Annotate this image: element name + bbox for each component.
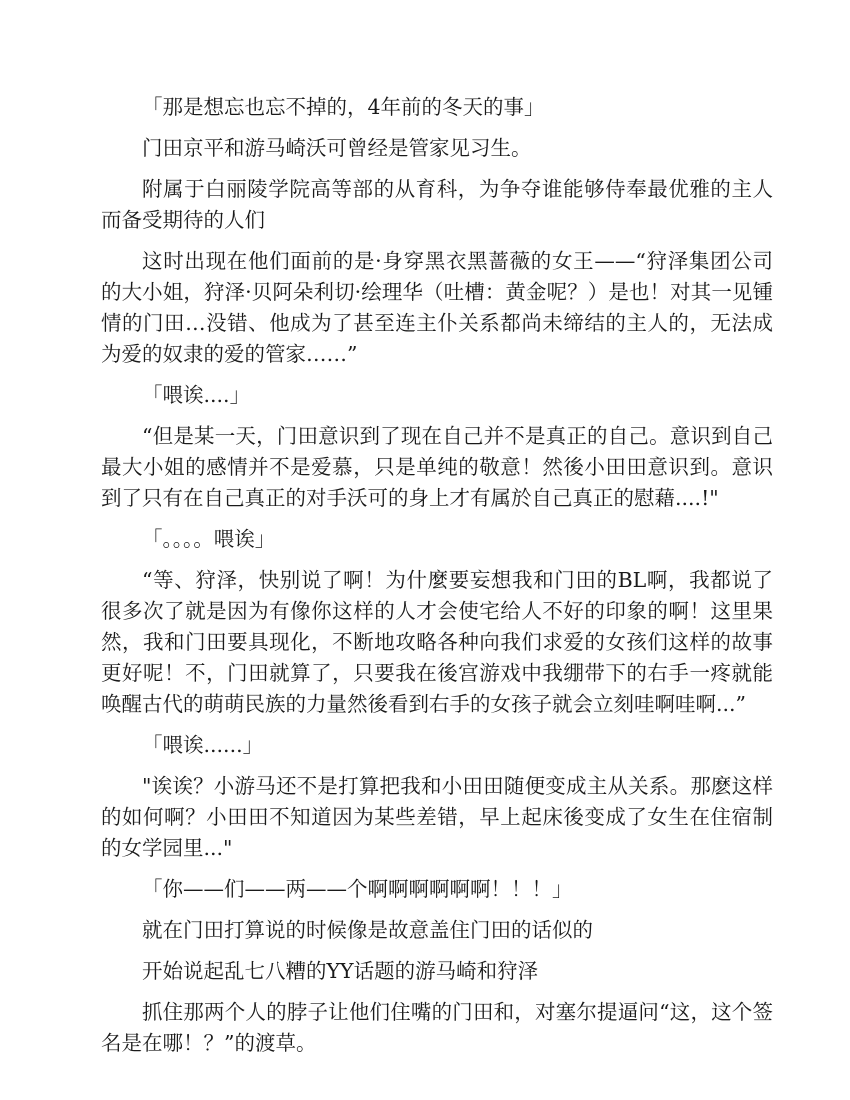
paragraph: 开始说起乱七八糟的YY话题的游马崎和狩泽 [142, 959, 539, 983]
paragraph: “但是某一天，门田意识到了现在自己并不是真正的自己。意识到自己最大小姐的感情并不是爱慕，只是单纯的敬意！然後小田田意识到。意识到了只有在自己真正的对手沃可的身上才有属於自己真正的慰藉....!" [101, 424, 773, 510]
paragraph: 「。。。。喂诶」 [142, 527, 276, 551]
paragraph: 就在门田打算说的时候像是故意盖住门田的话似的 [142, 918, 593, 942]
paragraph: 这时出现在他们面前的是·身穿黑衣黑蔷薇的女王——“狩泽集团公司的大小姐，狩泽·贝阿朵利切·绘理华（吐槽：黄金呢？）是也！对其一见锺情的门田…没错、他成为了甚至连主仆关系都尚未缔结的主人的，无法成为爱的奴隶的爱的管家……” [101, 249, 773, 366]
paragraph: “等、狩泽，快别说了啊！为什麼要妄想我和门田的BL啊，我都说了很多次了就是因为有像你这样的人才会使宅给人不好的印象的啊！这里果然，我和门田要具现化，不断地攻略各种向我们求爱的女孩们这样的故事更好呢！不，门田就算了，只要我在後宫游戏中我绷带下的右手一疼就能唤醒古代的萌萌民族的力量然後看到右手的女孩子就会立刻哇啊哇啊...” [101, 568, 773, 716]
paragraph: 「你——们——两——个啊啊啊啊啊啊！！！」 [142, 877, 573, 901]
paragraph: 门田京平和游马崎沃可曾经是管家见习生。 [142, 136, 532, 160]
paragraph: 附属于白丽陵学院高等部的从育科，为争夺谁能够侍奉最优雅的主人而备受期待的人们 [101, 177, 773, 232]
paragraph: 「喂诶......」 [142, 733, 264, 757]
paragraph: 「那是想忘也忘不掉的，4年前的冬天的事」 [142, 95, 545, 119]
paragraph: 抓住那两个人的脖子让他们住嘴的门田和，对塞尔提逼问“这，这个签名是在哪！？”的渡草。 [101, 1000, 773, 1055]
paragraph: "诶诶？小游马还不是打算把我和小田田随便变成主从关系。那麽这样的如何啊？小田田不知道因为某些差错，早上起床後变成了女生在住宿制的女学园里..." [101, 774, 773, 860]
document-page [101, 92, 773, 1069]
paragraph: 「喂诶....」 [142, 383, 251, 407]
